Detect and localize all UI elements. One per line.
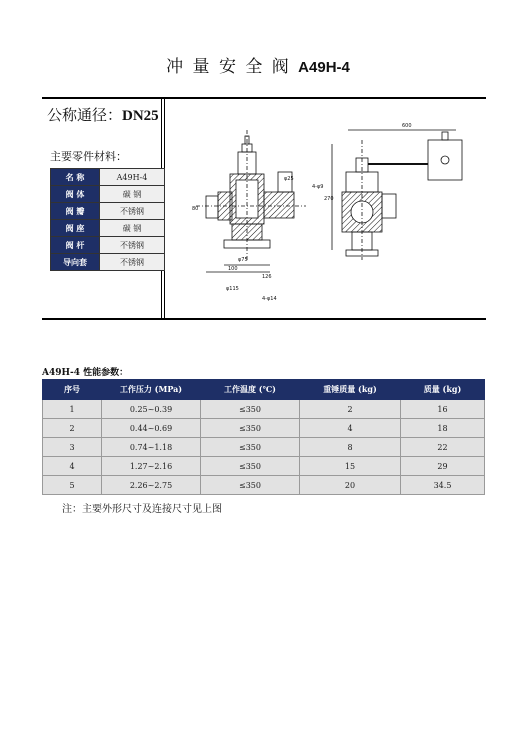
table-cell: ≤350 — [201, 400, 300, 419]
spec-label: 公称通径： — [47, 106, 123, 124]
part-name: 阀 瓣 — [51, 203, 100, 220]
dimension-phi75: φ75 — [238, 257, 248, 263]
performance-table — [42, 379, 485, 495]
dimension-phi115: φ115 — [226, 286, 239, 292]
top-rule — [42, 97, 486, 99]
table-cell: 34.5 — [401, 476, 485, 495]
part-material: 不锈钢 — [100, 254, 165, 271]
dimension-phi25: φ25 — [284, 176, 294, 182]
table-cell: 2.26~2.75 — [102, 476, 201, 495]
table-cell: 5 — [43, 476, 102, 495]
table-row — [51, 203, 165, 220]
table-row — [43, 400, 485, 419]
materials-heading: 主要零件材料： — [50, 150, 127, 163]
column-header: 重锤质量 (kg) — [300, 380, 401, 400]
table-row — [43, 457, 485, 476]
dimension-4-phi14: 4-φ14 — [262, 296, 277, 302]
document-title — [0, 52, 516, 77]
table-cell: 0.25~0.39 — [102, 400, 201, 419]
table-cell: 3 — [43, 438, 102, 457]
table-row — [43, 419, 485, 438]
part-material: 碳 钢 — [100, 220, 165, 237]
dimension-126: 126 — [262, 274, 272, 280]
materials-table — [50, 168, 165, 271]
table-cell: 29 — [401, 457, 485, 476]
side-view — [332, 130, 462, 260]
part-name: 名 称 — [51, 169, 100, 186]
part-material: 碳 钢 — [100, 186, 165, 203]
table-row — [51, 254, 165, 271]
column-header: 工作压力 (MPa) — [102, 380, 201, 400]
part-name: 阀 杆 — [51, 237, 100, 254]
column-header: 质量 (kg) — [401, 380, 485, 400]
table-cell: 2 — [43, 419, 102, 438]
table-cell: 20 — [300, 476, 401, 495]
part-name: 阀 体 — [51, 186, 100, 203]
table-cell: 2 — [300, 400, 401, 419]
table-row — [51, 186, 165, 203]
table-cell: ≤350 — [201, 457, 300, 476]
table-header-row — [43, 380, 485, 400]
valve-technical-drawing — [166, 100, 486, 316]
table-cell: 8 — [300, 438, 401, 457]
part-material: 不锈钢 — [100, 203, 165, 220]
table-cell: 4 — [300, 419, 401, 438]
table-cell: 18 — [401, 419, 485, 438]
table-cell: 15 — [300, 457, 401, 476]
table-row — [43, 476, 485, 495]
dimension-600: 600 — [402, 123, 412, 129]
table-cell: 4 — [43, 457, 102, 476]
table-cell: 0.44~0.69 — [102, 419, 201, 438]
title-model: A49H-4 — [298, 59, 350, 76]
table-cell: ≤350 — [201, 419, 300, 438]
table-cell: 22 — [401, 438, 485, 457]
spec-value: DN25 — [122, 108, 159, 124]
table-cell: 16 — [401, 400, 485, 419]
table-row — [51, 220, 165, 237]
dimension-4-phi9: 4-φ9 — [312, 184, 324, 190]
part-material: 不锈钢 — [100, 237, 165, 254]
dimension-270: 270 — [324, 196, 334, 202]
table-cell: ≤350 — [201, 438, 300, 457]
dimension-80: 80 — [192, 206, 199, 212]
table-cell: 1 — [43, 400, 102, 419]
side-view-dimensions — [312, 123, 412, 202]
table-cell: 0.74~1.18 — [102, 438, 201, 457]
table-cell: 1.27~2.16 — [102, 457, 201, 476]
column-header: 工作温度 (℃) — [201, 380, 300, 400]
performance-heading: A49H-4 性能参数： — [42, 368, 129, 378]
table-cell: ≤350 — [201, 476, 300, 495]
footnote: 注：主要外形尺寸及连接尺寸见上图 — [62, 504, 222, 515]
nominal-diameter — [47, 104, 159, 125]
bottom-rule — [42, 318, 486, 320]
part-name: 阀 座 — [51, 220, 100, 237]
title-name: 冲 量 安 全 阀 — [166, 57, 291, 77]
table-row — [51, 237, 165, 254]
table-row — [51, 169, 165, 186]
part-name: 导向套 — [51, 254, 100, 271]
column-header: 序号 — [43, 380, 102, 400]
dimension-100: 100 — [228, 266, 238, 272]
part-material: A49H-4 — [100, 169, 165, 186]
front-section-view — [196, 130, 306, 272]
table-row — [43, 438, 485, 457]
